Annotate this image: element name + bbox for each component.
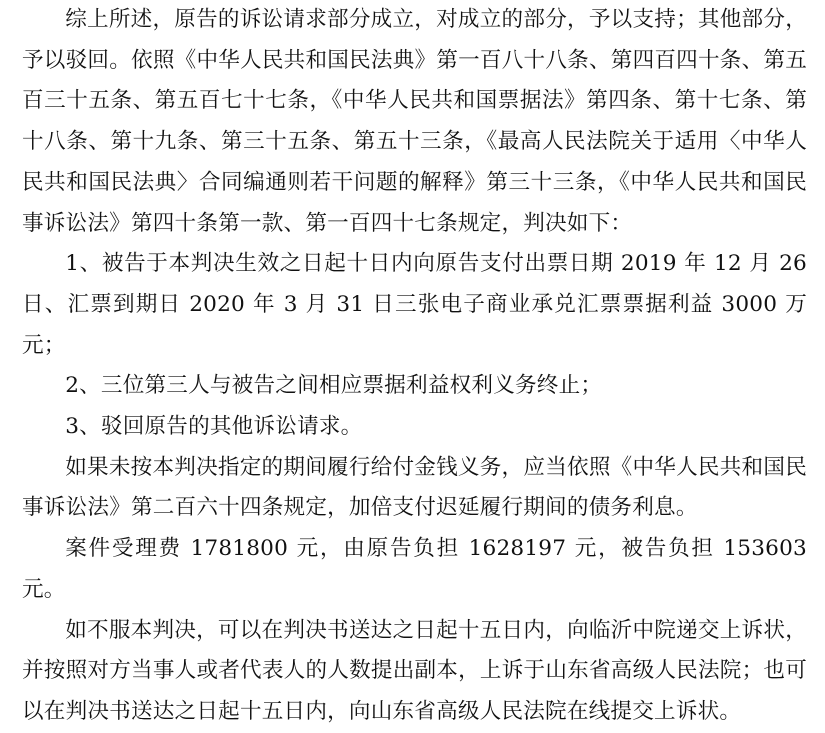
appeal-paragraph: 如不服本判决，可以在判决书送达之日起十五日内，向临沂中院递交上诉状，并按照对方当事人或者代表人的人数提出副本，上诉于山东省高级人民法院；也可以在判决书送达之日起十五日内，向山东省高级人民法院在线提交上诉状。 — [22, 617, 807, 724]
judgment-text — [22, 0, 807, 733]
summary-paragraph: 综上所述，原告的诉讼请求部分成立，对成立的部分，予以支持；其他部分，予以驳回。依照《中华人民共和国民法典》第一百八十八条、第四百四十条、第五百三十五条、第五百七十七条，《中华人民共和国票据法》第四条、第十七条、第十八条、第十九条、第三十五条、第五十三条，《最高人民法院关于适用〈中华人民共和国民法典〉合同编通则若干问题的解释》第三十三条，《中华人民共和国民事诉讼法》第四十条第一款、第一百四十七条规定，判决如下： — [22, 7, 807, 236]
ruling-item-2: 2、三位第三人与被告之间相应票据利益权利义务终止； — [65, 373, 603, 399]
court-fee-paragraph: 案件受理费 1781800 元，由原告负担 1628197 元，被告负担 153603 元。 — [22, 536, 807, 602]
ruling-item-1: 1、被告于本判决生效之日起十日内向原告支付出票日期 2019 年 12 月 26 日、汇票到期日 2020 年 3 月 31 日三张电子商业承兑汇票票据利益 3000 万元； — [22, 251, 807, 358]
ruling-item-3: 3、驳回原告的其他诉讼请求。 — [65, 414, 363, 440]
late-payment-paragraph: 如果未按本判决指定的期间履行给付金钱义务，应当依照《中华人民共和国民事诉讼法》第二百六十四条规定，加倍支付迟延履行期间的债务利息。 — [22, 454, 807, 521]
